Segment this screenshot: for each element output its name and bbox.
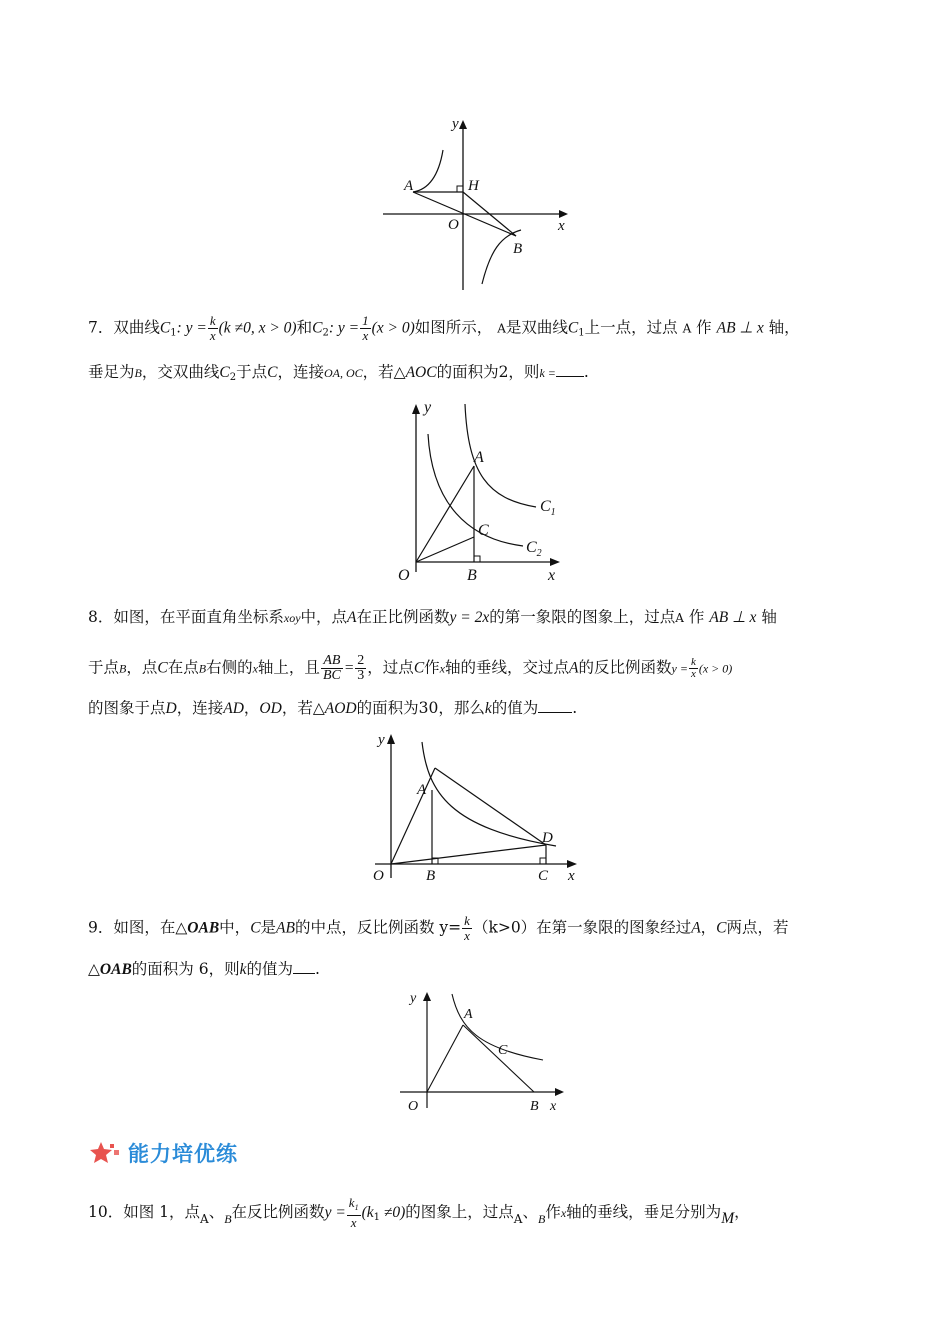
figure-q6: [378, 112, 578, 294]
label-A: A: [404, 178, 414, 194]
label-H: H: [468, 178, 479, 194]
label-C: C: [498, 1043, 508, 1058]
answer-blank: [538, 698, 572, 713]
label-y: y: [452, 116, 459, 132]
section-title: 能力培优练: [128, 1142, 238, 1166]
label-B: B: [426, 868, 436, 884]
label-O: O: [398, 567, 410, 584]
figure-q9: [400, 988, 575, 1120]
section-heading: [88, 1138, 238, 1168]
label-A: A: [474, 449, 484, 466]
label-A: A: [417, 782, 427, 798]
star-icon: [88, 1140, 122, 1166]
label-y: y: [378, 732, 385, 748]
label-B: B: [513, 241, 523, 257]
question-9-line-1: 9．如图，在△OAB中，C是AB的中点，反比例函数 y= $\frac{k}{x}$ （k>0）在第一象限的图象经过A，C两点，若: [88, 913, 789, 943]
label-x: x: [550, 1099, 557, 1114]
question-8-line-1: 8．如图，在平面直角坐标系xoy中，点A在正比例函数y = 2x的第一象限的图象上，过点A 作 AB ⊥ x 轴: [88, 608, 777, 626]
label-A: A: [464, 1007, 473, 1022]
question-9-line-2: △OAB的面积为 6，则k的值为 .: [88, 960, 320, 978]
label-x: x: [548, 567, 556, 584]
label-O: O: [448, 217, 459, 233]
label-C: C: [478, 522, 489, 539]
label-C: C: [538, 868, 549, 884]
question-7-line-1: 7．双曲线$C_1$: y = $\frac{k}{x}$ (k ≠0, x > 0)和$C_2$: y = $\frac{1}{x}$ (x > 0)如图所示， A是双曲线$C_1$上一点，过点 A 作 AB ⊥ x 轴，: [88, 313, 800, 343]
label-x: x: [568, 868, 575, 884]
label-B: B: [467, 567, 477, 584]
answer-blank: [556, 362, 584, 377]
label-B: B: [530, 1099, 539, 1114]
question-8-line-3: 的图象于点D，连接AD，OD，若△AOD的面积为30，那么k的值为 .: [88, 699, 578, 717]
question-8-line-2: 于点B，点C在点B右侧的x轴上，且 $\frac{AB}{BC}$ = $\frac{2}{3}$ ，过点C作x轴的垂线，交过点A的反比例函数y = $\frac{k}{x}$ (x > 0): [88, 653, 733, 683]
figure-q8: [370, 728, 585, 886]
label-x: x: [558, 218, 565, 234]
label-D: D: [542, 830, 553, 846]
label-O: O: [373, 868, 384, 884]
label-C2: $C_2$: [526, 539, 542, 559]
label-C1: $C_1$: [540, 498, 556, 518]
question-10-line-1: 10．如图 1，点$_A$、$_B$在反比例函数y = $\frac{k_1}{x}$ $(k_1 \ne 0)$的图象上，过点$_A$、$_B$作x轴的垂线，垂足分别为M，: [88, 1195, 750, 1230]
figure-q7: [388, 394, 578, 586]
label-O: O: [408, 1099, 419, 1114]
question-7-line-2: 垂足为B，交双曲线$C_2$于点C，连接OA, OC，若△AOC的面积为2，则k = .: [88, 363, 589, 383]
label-y: y: [410, 991, 417, 1006]
label-y: y: [424, 399, 432, 416]
answer-blank: [293, 959, 315, 974]
